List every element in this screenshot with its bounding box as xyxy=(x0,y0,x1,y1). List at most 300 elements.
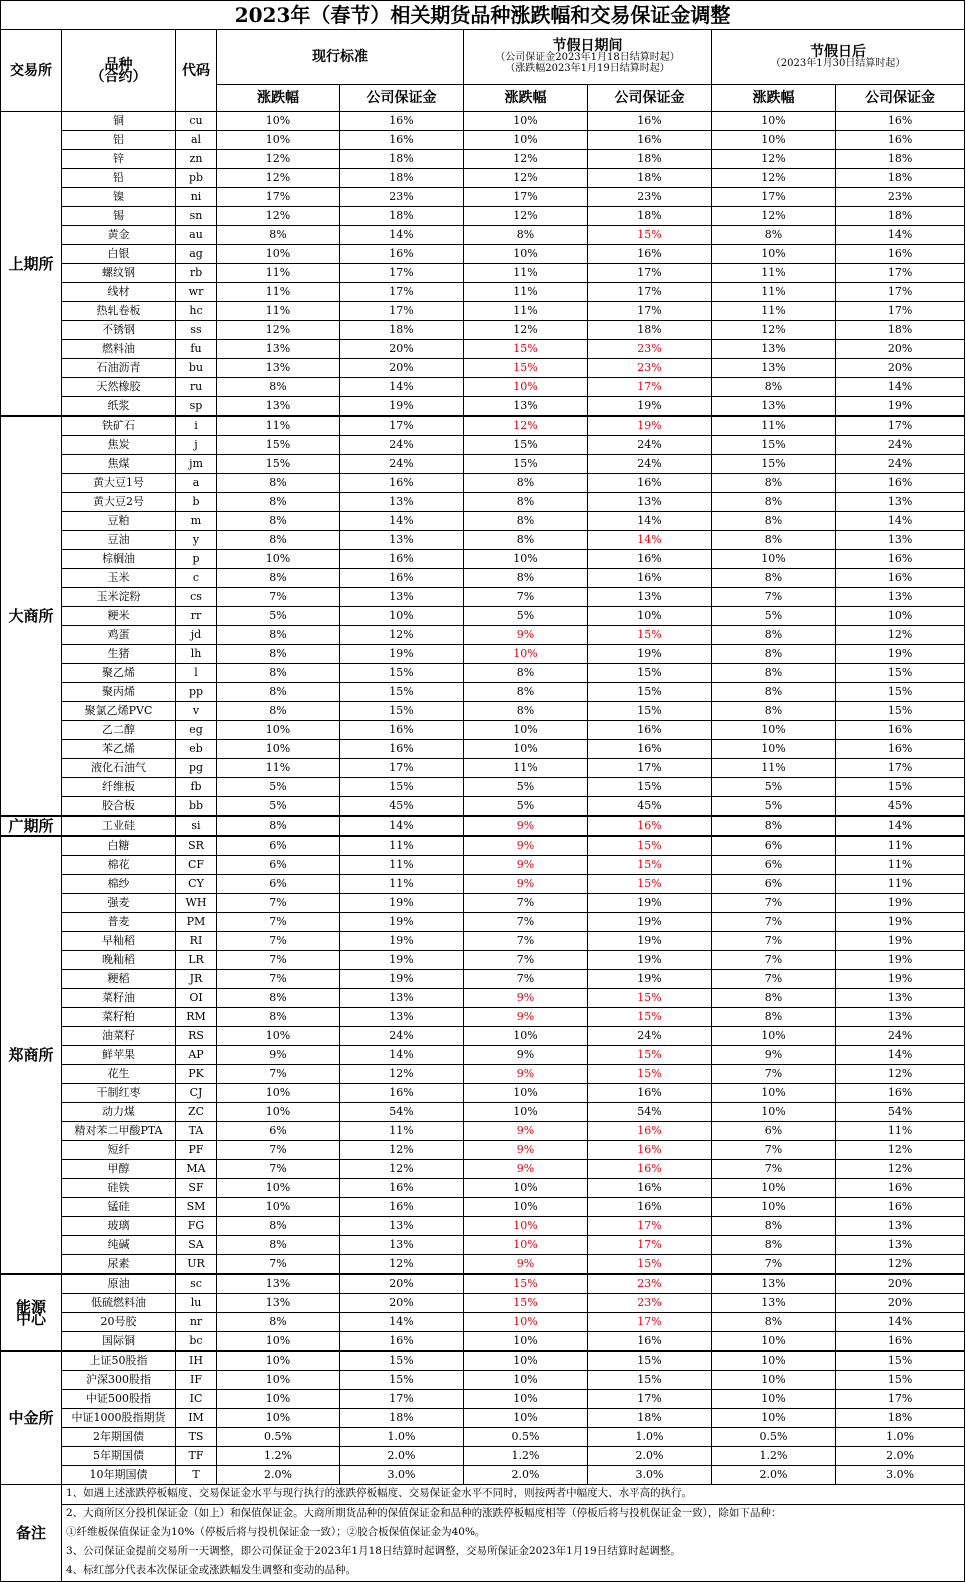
current-limit-cell: 7% xyxy=(217,932,340,951)
during-limit-cell: 10% xyxy=(464,1332,588,1352)
variety-cell: 中证500股指 xyxy=(62,1390,176,1409)
after-margin-cell: 15% xyxy=(836,1371,965,1390)
during-limit-cell: 11% xyxy=(464,283,588,302)
current-margin-cell: 24% xyxy=(340,455,464,474)
code-cell: OI xyxy=(176,989,217,1008)
during-margin-cell: 18% xyxy=(588,207,712,226)
table-row xyxy=(1,1065,965,1084)
during-limit-cell: 10% xyxy=(464,1198,588,1217)
exchange-cell: 能源 中心 xyxy=(1,1274,62,1351)
after-margin-cell: 16% xyxy=(836,245,965,264)
during-margin-cell: 19% xyxy=(588,645,712,664)
after-limit-cell: 11% xyxy=(712,416,836,436)
variety-cell: 晚籼稻 xyxy=(62,951,176,970)
variety-cell: 尿素 xyxy=(62,1255,176,1275)
current-margin-cell: 54% xyxy=(340,1103,464,1122)
after-margin-cell: 15% xyxy=(836,702,965,721)
code-cell: lu xyxy=(176,1294,217,1313)
current-margin-cell: 17% xyxy=(340,302,464,321)
after-margin-cell: 16% xyxy=(836,1084,965,1103)
header-after-margin: 公司保证金 xyxy=(836,85,965,112)
current-limit-cell: 2.0% xyxy=(217,1466,340,1485)
during-limit-cell: 15% xyxy=(464,1274,588,1294)
code-cell: FG xyxy=(176,1217,217,1236)
after-limit-cell: 10% xyxy=(712,740,836,759)
table-row xyxy=(1,531,965,550)
current-limit-cell: 8% xyxy=(217,664,340,683)
after-limit-cell: 10% xyxy=(712,112,836,131)
after-limit-cell: 7% xyxy=(712,951,836,970)
current-limit-cell: 10% xyxy=(217,1351,340,1371)
during-limit-cell: 10% xyxy=(464,721,588,740)
during-limit-cell: 11% xyxy=(464,759,588,778)
during-limit-cell: 9% xyxy=(464,626,588,645)
during-limit-cell: 10% xyxy=(464,245,588,264)
current-margin-cell: 12% xyxy=(340,1255,464,1275)
current-margin-cell: 19% xyxy=(340,913,464,932)
during-margin-cell: 17% xyxy=(588,283,712,302)
current-margin-cell: 18% xyxy=(340,150,464,169)
during-limit-cell: 8% xyxy=(464,664,588,683)
during-limit-cell: 10% xyxy=(464,1351,588,1371)
table-row xyxy=(1,816,965,836)
during-margin-cell: 15% xyxy=(588,664,712,683)
exchange-cell: 大商所 xyxy=(1,416,62,816)
current-margin-cell: 18% xyxy=(340,321,464,340)
after-limit-cell: 5% xyxy=(712,778,836,797)
current-margin-cell: 14% xyxy=(340,378,464,397)
after-limit-cell: 7% xyxy=(712,588,836,607)
table-row xyxy=(1,283,965,302)
table-row xyxy=(1,645,965,664)
current-margin-cell: 19% xyxy=(340,951,464,970)
code-cell: CJ xyxy=(176,1084,217,1103)
during-margin-cell: 17% xyxy=(588,302,712,321)
after-limit-cell: 10% xyxy=(712,131,836,150)
table-row xyxy=(1,740,965,759)
during-limit-cell: 7% xyxy=(464,932,588,951)
code-cell: PM xyxy=(176,913,217,932)
during-margin-cell: 16% xyxy=(588,1160,712,1179)
table-row xyxy=(1,264,965,283)
exchange-cell: 郑商所 xyxy=(1,836,62,1274)
current-limit-cell: 7% xyxy=(217,1160,340,1179)
current-limit-cell: 10% xyxy=(217,245,340,264)
after-margin-cell: 20% xyxy=(836,1274,965,1294)
during-margin-cell: 19% xyxy=(588,913,712,932)
code-cell: au xyxy=(176,226,217,245)
current-margin-cell: 16% xyxy=(340,1332,464,1352)
during-limit-cell: 10% xyxy=(464,1390,588,1409)
table-row xyxy=(1,836,965,856)
current-margin-cell: 16% xyxy=(340,245,464,264)
after-margin-cell: 11% xyxy=(836,836,965,856)
after-margin-cell: 17% xyxy=(836,1390,965,1409)
during-limit-cell: 7% xyxy=(464,970,588,989)
during-margin-cell: 16% xyxy=(588,1332,712,1352)
after-margin-cell: 54% xyxy=(836,1103,965,1122)
variety-cell: 天然橡胶 xyxy=(62,378,176,397)
code-cell: eg xyxy=(176,721,217,740)
current-margin-cell: 11% xyxy=(340,856,464,875)
current-limit-cell: 8% xyxy=(217,702,340,721)
variety-cell: 锰硅 xyxy=(62,1198,176,1217)
after-limit-cell: 2.0% xyxy=(712,1466,836,1485)
current-margin-cell: 1.0% xyxy=(340,1428,464,1447)
current-limit-cell: 10% xyxy=(217,740,340,759)
current-margin-cell: 18% xyxy=(340,1409,464,1428)
table-row xyxy=(1,664,965,683)
variety-cell: 早籼稻 xyxy=(62,932,176,951)
variety-cell: 中证1000股指期货 xyxy=(62,1409,176,1428)
during-limit-cell: 7% xyxy=(464,913,588,932)
after-margin-cell: 16% xyxy=(836,721,965,740)
during-limit-cell: 10% xyxy=(464,740,588,759)
table-row xyxy=(1,683,965,702)
variety-cell: 铝 xyxy=(62,131,176,150)
during-limit-cell: 2.0% xyxy=(464,1466,588,1485)
after-margin-cell: 2.0% xyxy=(836,1447,965,1466)
variety-cell: 铁矿石 xyxy=(62,416,176,436)
after-margin-cell: 14% xyxy=(836,512,965,531)
current-limit-cell: 6% xyxy=(217,875,340,894)
table-row xyxy=(1,550,965,569)
after-margin-cell: 11% xyxy=(836,856,965,875)
current-limit-cell: 10% xyxy=(217,550,340,569)
code-cell: SA xyxy=(176,1236,217,1255)
note-line: 2、大商所区分投机保证金（如上）和保值保证金。大商所期货品种的保值保证金和品种的涨跌停板幅度相等（停板后将与投机保证金一致），除如下品种： xyxy=(62,1505,965,1525)
code-cell: IH xyxy=(176,1351,217,1371)
after-margin-cell: 16% xyxy=(836,1198,965,1217)
header-during xyxy=(464,30,712,85)
after-margin-cell: 13% xyxy=(836,493,965,512)
during-margin-cell: 17% xyxy=(588,1390,712,1409)
code-cell: fu xyxy=(176,340,217,359)
current-limit-cell: 7% xyxy=(217,1065,340,1084)
during-limit-cell: 10% xyxy=(464,1084,588,1103)
code-cell: ag xyxy=(176,245,217,264)
code-cell: y xyxy=(176,531,217,550)
header-code: 代码 xyxy=(176,30,217,112)
during-margin-cell: 16% xyxy=(588,245,712,264)
variety-cell: 黄大豆1号 xyxy=(62,474,176,493)
code-cell: SM xyxy=(176,1198,217,1217)
after-limit-cell: 8% xyxy=(712,702,836,721)
header-during-limit: 涨跌幅 xyxy=(464,85,588,112)
code-cell: LR xyxy=(176,951,217,970)
variety-cell: 液化石油气 xyxy=(62,759,176,778)
during-limit-cell: 10% xyxy=(464,1027,588,1046)
during-margin-cell: 15% xyxy=(588,778,712,797)
code-cell: nr xyxy=(176,1313,217,1332)
after-limit-cell: 10% xyxy=(712,721,836,740)
after-limit-cell: 7% xyxy=(712,913,836,932)
after-margin-cell: 16% xyxy=(836,112,965,131)
current-limit-cell: 10% xyxy=(217,1371,340,1390)
after-limit-cell: 8% xyxy=(712,1008,836,1027)
after-margin-cell: 10% xyxy=(836,607,965,626)
during-margin-cell: 16% xyxy=(588,1141,712,1160)
table-row xyxy=(1,378,965,397)
table-row xyxy=(1,1466,965,1485)
note-line: ①纤维板保值保证金为10%（停板后将与投机保证金一致）；②胶合板保值保证金为40%。 xyxy=(62,1524,965,1543)
code-cell: ru xyxy=(176,378,217,397)
during-limit-cell: 7% xyxy=(464,951,588,970)
code-cell: RI xyxy=(176,932,217,951)
current-margin-cell: 12% xyxy=(340,1160,464,1179)
after-limit-cell: 13% xyxy=(712,1294,836,1313)
during-margin-cell: 14% xyxy=(588,531,712,550)
variety-cell: 胶合板 xyxy=(62,797,176,817)
after-margin-cell: 24% xyxy=(836,436,965,455)
code-cell: a xyxy=(176,474,217,493)
current-limit-cell: 10% xyxy=(217,1084,340,1103)
header-after-limit: 涨跌幅 xyxy=(712,85,836,112)
after-limit-cell: 13% xyxy=(712,359,836,378)
during-limit-cell: 10% xyxy=(464,645,588,664)
after-limit-cell: 10% xyxy=(712,1179,836,1198)
during-margin-cell: 15% xyxy=(588,1065,712,1084)
current-margin-cell: 17% xyxy=(340,264,464,283)
notes-section xyxy=(1,1485,965,1582)
during-margin-cell: 17% xyxy=(588,264,712,283)
page-title: 2023年（春节）相关期货品种涨跌幅和交易保证金调整 xyxy=(1,1,965,30)
during-limit-cell: 0.5% xyxy=(464,1428,588,1447)
code-cell: JR xyxy=(176,970,217,989)
variety-cell: 短纤 xyxy=(62,1141,176,1160)
code-cell: sp xyxy=(176,397,217,417)
during-margin-cell: 23% xyxy=(588,188,712,207)
current-margin-cell: 15% xyxy=(340,1371,464,1390)
after-limit-cell: 13% xyxy=(712,340,836,359)
code-cell: rb xyxy=(176,264,217,283)
current-margin-cell: 13% xyxy=(340,1217,464,1236)
code-cell: PK xyxy=(176,1065,217,1084)
during-limit-cell: 10% xyxy=(464,1179,588,1198)
table-row xyxy=(1,1084,965,1103)
after-margin-cell: 20% xyxy=(836,1294,965,1313)
table-row xyxy=(1,1447,965,1466)
after-margin-cell: 11% xyxy=(836,875,965,894)
current-limit-cell: 10% xyxy=(217,1390,340,1409)
current-limit-cell: 6% xyxy=(217,836,340,856)
variety-cell: 纤维板 xyxy=(62,778,176,797)
after-margin-cell: 3.0% xyxy=(836,1466,965,1485)
current-margin-cell: 16% xyxy=(340,112,464,131)
current-margin-cell: 14% xyxy=(340,1046,464,1065)
during-margin-cell: 16% xyxy=(588,569,712,588)
code-cell: b xyxy=(176,493,217,512)
variety-cell: 鲜苹果 xyxy=(62,1046,176,1065)
during-margin-cell: 19% xyxy=(588,951,712,970)
during-limit-cell: 15% xyxy=(464,340,588,359)
after-limit-cell: 6% xyxy=(712,1122,836,1141)
during-limit-cell: 5% xyxy=(464,778,588,797)
current-limit-cell: 10% xyxy=(217,1332,340,1352)
variety-cell: 聚乙烯 xyxy=(62,664,176,683)
current-margin-cell: 45% xyxy=(340,797,464,817)
during-margin-cell: 10% xyxy=(588,607,712,626)
after-margin-cell: 12% xyxy=(836,1255,965,1275)
during-limit-cell: 10% xyxy=(464,378,588,397)
during-margin-cell: 17% xyxy=(588,1217,712,1236)
during-limit-cell: 8% xyxy=(464,474,588,493)
variety-cell: 生猪 xyxy=(62,645,176,664)
during-limit-cell: 10% xyxy=(464,131,588,150)
during-limit-cell: 8% xyxy=(464,493,588,512)
table-row xyxy=(1,207,965,226)
current-margin-cell: 16% xyxy=(340,1084,464,1103)
header-after xyxy=(712,30,965,85)
variety-cell: 甲醇 xyxy=(62,1160,176,1179)
during-margin-cell: 16% xyxy=(588,816,712,836)
header-during-sub2: （涨跌幅2023年1月19日结算时起） xyxy=(505,63,670,74)
variety-cell: 锡 xyxy=(62,207,176,226)
code-cell: i xyxy=(176,416,217,436)
after-margin-cell: 23% xyxy=(836,188,965,207)
during-limit-cell: 12% xyxy=(464,150,588,169)
code-cell: eb xyxy=(176,740,217,759)
variety-cell: 苯乙烯 xyxy=(62,740,176,759)
code-cell: al xyxy=(176,131,217,150)
table-row xyxy=(1,1008,965,1027)
current-limit-cell: 7% xyxy=(217,588,340,607)
current-margin-cell: 12% xyxy=(340,1141,464,1160)
current-limit-cell: 8% xyxy=(217,645,340,664)
current-margin-cell: 13% xyxy=(340,989,464,1008)
table-row xyxy=(1,321,965,340)
after-margin-cell: 12% xyxy=(836,626,965,645)
current-margin-cell: 16% xyxy=(340,474,464,493)
current-margin-cell: 16% xyxy=(340,721,464,740)
current-margin-cell: 14% xyxy=(340,226,464,245)
table-row xyxy=(1,588,965,607)
variety-cell: 玉米淀粉 xyxy=(62,588,176,607)
after-margin-cell: 13% xyxy=(836,531,965,550)
after-limit-cell: 8% xyxy=(712,664,836,683)
table-row xyxy=(1,1160,965,1179)
during-margin-cell: 23% xyxy=(588,340,712,359)
current-limit-cell: 8% xyxy=(217,531,340,550)
table-row xyxy=(1,131,965,150)
variety-cell: 低硫燃料油 xyxy=(62,1294,176,1313)
after-limit-cell: 7% xyxy=(712,1065,836,1084)
variety-cell: 石油沥青 xyxy=(62,359,176,378)
code-cell: ni xyxy=(176,188,217,207)
variety-cell: 动力煤 xyxy=(62,1103,176,1122)
after-margin-cell: 13% xyxy=(836,989,965,1008)
after-limit-cell: 11% xyxy=(712,283,836,302)
during-margin-cell: 15% xyxy=(588,1351,712,1371)
header-exchange: 交易所 xyxy=(1,30,62,112)
variety-cell: 5年期国债 xyxy=(62,1447,176,1466)
code-cell: RS xyxy=(176,1027,217,1046)
during-limit-cell: 15% xyxy=(464,1294,588,1313)
variety-cell: 黄金 xyxy=(62,226,176,245)
current-margin-cell: 13% xyxy=(340,588,464,607)
after-limit-cell: 12% xyxy=(712,169,836,188)
code-cell: m xyxy=(176,512,217,531)
header-variety xyxy=(62,30,176,112)
table-row xyxy=(1,951,965,970)
current-margin-cell: 17% xyxy=(340,1390,464,1409)
during-margin-cell: 23% xyxy=(588,359,712,378)
during-limit-cell: 9% xyxy=(464,875,588,894)
current-margin-cell: 19% xyxy=(340,932,464,951)
after-limit-cell: 7% xyxy=(712,1255,836,1275)
variety-cell: 10年期国债 xyxy=(62,1466,176,1485)
code-cell: ZC xyxy=(176,1103,217,1122)
variety-cell: 干制红枣 xyxy=(62,1084,176,1103)
during-limit-cell: 9% xyxy=(464,836,588,856)
during-margin-cell: 18% xyxy=(588,169,712,188)
after-margin-cell: 12% xyxy=(836,1065,965,1084)
header-after-sub: （2023年1月30日结算时起） xyxy=(770,57,906,69)
current-margin-cell: 16% xyxy=(340,550,464,569)
during-margin-cell: 15% xyxy=(588,1255,712,1275)
code-cell: pp xyxy=(176,683,217,702)
code-cell: TS xyxy=(176,1428,217,1447)
current-limit-cell: 8% xyxy=(217,683,340,702)
current-limit-cell: 10% xyxy=(217,1409,340,1428)
after-limit-cell: 5% xyxy=(712,607,836,626)
after-limit-cell: 7% xyxy=(712,1141,836,1160)
current-limit-cell: 13% xyxy=(217,340,340,359)
during-limit-cell: 5% xyxy=(464,797,588,817)
after-margin-cell: 13% xyxy=(836,588,965,607)
during-limit-cell: 10% xyxy=(464,1313,588,1332)
table-row xyxy=(1,226,965,245)
during-limit-cell: 7% xyxy=(464,894,588,913)
current-limit-cell: 7% xyxy=(217,894,340,913)
current-margin-cell: 13% xyxy=(340,531,464,550)
code-cell: v xyxy=(176,702,217,721)
code-cell: MA xyxy=(176,1160,217,1179)
code-cell: sn xyxy=(176,207,217,226)
table-row xyxy=(1,607,965,626)
after-limit-cell: 7% xyxy=(712,894,836,913)
after-margin-cell: 13% xyxy=(836,1236,965,1255)
header-after-title: 节假日后 xyxy=(810,43,867,60)
current-limit-cell: 13% xyxy=(217,359,340,378)
during-limit-cell: 9% xyxy=(464,1046,588,1065)
table-row xyxy=(1,493,965,512)
after-margin-cell: 17% xyxy=(836,759,965,778)
after-margin-cell: 14% xyxy=(836,1313,965,1332)
variety-cell: 花生 xyxy=(62,1065,176,1084)
code-cell: SF xyxy=(176,1179,217,1198)
current-limit-cell: 6% xyxy=(217,856,340,875)
during-limit-cell: 9% xyxy=(464,856,588,875)
after-limit-cell: 10% xyxy=(712,1332,836,1352)
during-limit-cell: 11% xyxy=(464,264,588,283)
during-limit-cell: 9% xyxy=(464,1008,588,1027)
code-cell: jd xyxy=(176,626,217,645)
after-margin-cell: 16% xyxy=(836,474,965,493)
during-limit-cell: 15% xyxy=(464,436,588,455)
during-margin-cell: 16% xyxy=(588,131,712,150)
during-limit-cell: 15% xyxy=(464,455,588,474)
current-margin-cell: 16% xyxy=(340,1179,464,1198)
after-margin-cell: 19% xyxy=(836,645,965,664)
during-margin-cell: 2.0% xyxy=(588,1447,712,1466)
after-limit-cell: 11% xyxy=(712,302,836,321)
after-margin-cell: 20% xyxy=(836,340,965,359)
table-row xyxy=(1,856,965,875)
during-limit-cell: 9% xyxy=(464,1122,588,1141)
during-margin-cell: 15% xyxy=(588,856,712,875)
after-limit-cell: 7% xyxy=(712,970,836,989)
